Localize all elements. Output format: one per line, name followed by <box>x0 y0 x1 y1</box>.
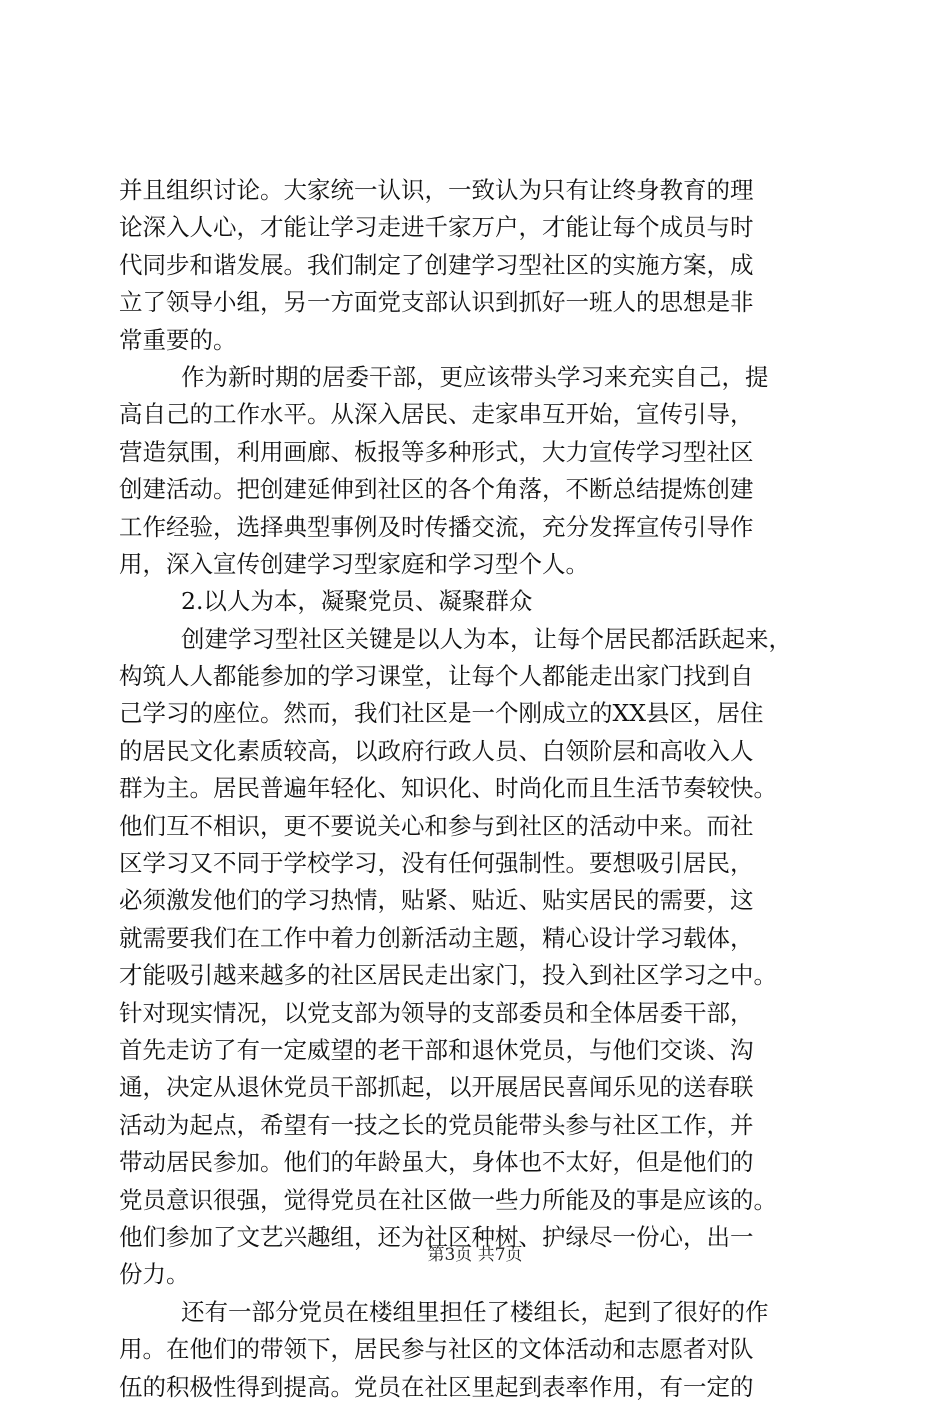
text-line: 伍的积极性得到提高。党员在社区里起到表率作用，有一定的 <box>119 1372 754 1401</box>
text-line: 己学习的座位。然而，我们社区是一个刚成立的XX县区，居住 <box>119 699 764 728</box>
text-line: 代同步和谐发展。我们制定了创建学习型社区的实施方案，成 <box>119 250 754 279</box>
paragraph <box>119 359 839 583</box>
text-line: 他们参加了文艺兴趣组，还为社区种树、护绿尽一份心，出一 <box>119 1222 754 1251</box>
text-line: 营造氛围，利用画廊、板报等多种形式，大力宣传学习型社区 <box>119 437 754 466</box>
text-line: 针对现实情况，以党支部为领导的支部委员和全体居委干部， <box>119 998 754 1027</box>
text-line: 立了领导小组，另一方面党支部认识到抓好一班人的思想是非 <box>119 288 754 317</box>
text-line: 他们互不相识，更不要说关心和参与到社区的活动中来。而社 <box>119 811 754 840</box>
text-line: 带动居民参加。他们的年龄虽大，身体也不太好，但是他们的 <box>119 1148 754 1177</box>
paragraph <box>119 621 839 1294</box>
text-line: 论深入人心，才能让学习走进千家万户，才能让每个成员与时 <box>119 213 754 242</box>
text-line: 2.以人为本，凝聚党员、凝聚群众 <box>181 587 533 616</box>
text-line: 份力。 <box>119 1260 190 1289</box>
text-line: 作为新时期的居委干部，更应该带头学习来充实自己，提 <box>181 362 769 391</box>
text-line: 工作经验，选择典型事例及时传播交流，充分发挥宣传引导作 <box>119 512 754 541</box>
text-line: 首先走访了有一定威望的老干部和退休党员，与他们交谈、沟 <box>119 1035 754 1064</box>
section-heading <box>119 583 839 620</box>
text-line: 就需要我们在工作中着力创新活动主题，精心设计学习载体， <box>119 923 754 952</box>
text-line: 的居民文化素质较高，以政府行政人员、白领阶层和高收入人 <box>119 736 754 765</box>
text-line: 活动为起点，希望有一技之长的党员能带头参与社区工作，并 <box>119 1110 754 1139</box>
text-line: 用，深入宣传创建学习型家庭和学习型个人。 <box>119 549 589 578</box>
text-line: 才能吸引越来越多的社区居民走出家门，投入到社区学习之中。 <box>119 961 777 990</box>
text-line: 高自己的工作水平。从深入居民、走家串互开始，宣传引导， <box>119 400 754 429</box>
text-line: 必须激发他们的学习热情，贴紧、贴近、贴实居民的需要，这 <box>119 886 754 915</box>
text-line: 并且组织讨论。大家统一认识，一致认为只有让终身教育的理 <box>119 176 754 204</box>
text-line: 党员意识很强，觉得党员在社区做一些力所能及的事是应该的。 <box>119 1185 777 1214</box>
paragraph <box>119 1294 839 1406</box>
text-line: 区学习又不同于学校学习，没有任何强制性。要想吸引居民， <box>119 849 754 878</box>
document-body <box>119 172 839 1406</box>
paragraph <box>119 172 839 359</box>
text-line: 创建活动。把创建延伸到社区的各个角落，不断总结提炼创建 <box>119 475 754 504</box>
text-line: 常重要的。 <box>119 325 237 354</box>
text-line: 构筑人人都能参加的学习课堂，让每个人都能走出家门找到自 <box>119 662 754 691</box>
text-line: 创建学习型社区关键是以人为本，让每个居民都活跃起来， <box>181 624 792 653</box>
text-line: 用。在他们的带领下，居民参与社区的文体活动和志愿者对队 <box>119 1335 754 1364</box>
text-line: 还有一部分党员在楼组里担任了楼组长，起到了很好的作 <box>181 1297 769 1326</box>
text-line: 通，决定从退休党员干部抓起，以开展居民喜闻乐见的送春联 <box>119 1073 754 1102</box>
page-footer: 第3页 共7页 <box>427 1245 523 1265</box>
text-line: 群为主。居民普遍年轻化、知识化、时尚化而且生活节奏较快。 <box>119 774 777 803</box>
